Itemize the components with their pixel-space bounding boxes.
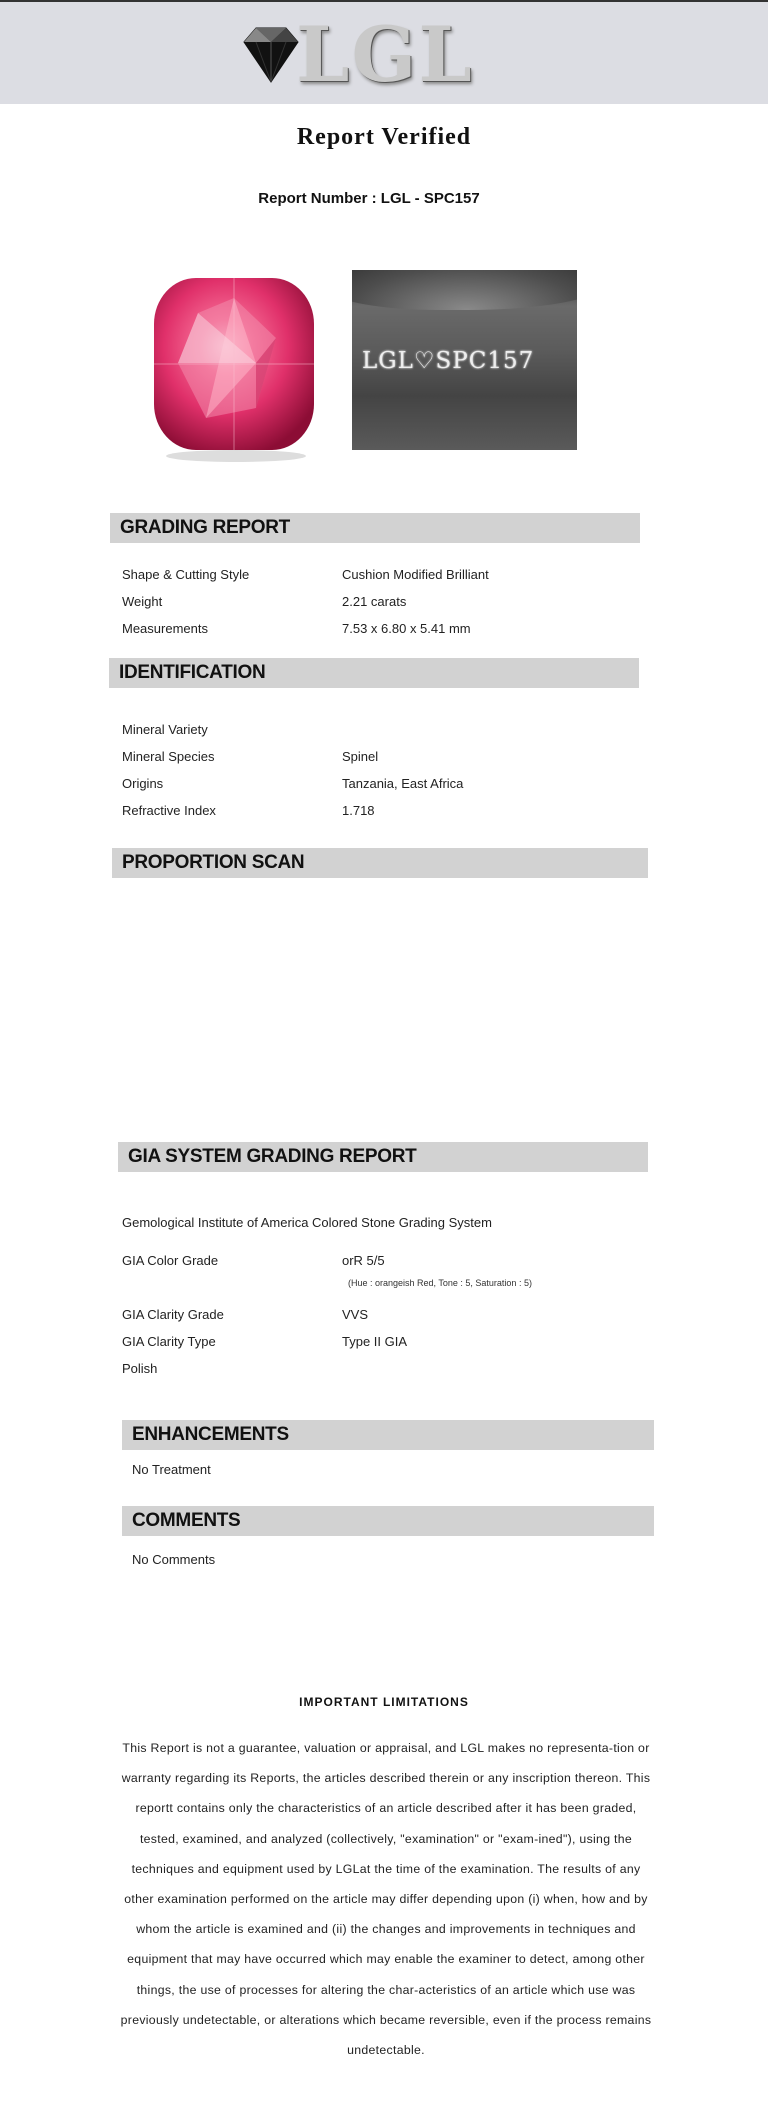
polish-label: Polish: [122, 1361, 158, 1376]
laser-inscription-photo: [352, 270, 577, 450]
report-number: Report Number : LGL - SPC157: [258, 190, 480, 207]
limitations-text: This Report is not a guarantee, valuation or appraisal, and LGL makes no representa-tion or warranty regarding its Reports, the articles described therein or any inscription thereon. This reportt contains only the characteristics of an article described after it has been graded, tested, examined, and analyzed (collectively, "examination" or "exam-ined"), using the techniques and equipment used by LGLat the time of the examination. The results of any other examination performed on the article may differ depending upon (i) when, how and by whom the article is examined and (ii) the changes and improvements in techniques and equipment that may have occurred which may enable the examiner to detect, among other things, the use of processes for altering the char-acteristics of an article which use was previously undetectable, or alterations which became reversible, even if the process remains undetectable.: [120, 1741, 652, 2058]
gia-clarity-type-value: Type II GIA: [342, 1334, 408, 1349]
shape-label: Shape & Cutting Style: [122, 567, 250, 582]
gemstone-photo: [136, 268, 326, 463]
gia-color-value: orR 5/5: [342, 1253, 385, 1268]
gia-system-name: Gemological Institute of America Colored Stone Grading System: [122, 1215, 492, 1230]
grading-report-heading: GRADING REPORT: [110, 513, 640, 543]
gia-color-label: GIA Color Grade: [122, 1253, 219, 1268]
comments-heading: COMMENTS: [122, 1506, 654, 1536]
weight-value: 2.21 carats: [342, 594, 407, 609]
origins-value: Tanzania, East Africa: [342, 776, 464, 791]
weight-label: Weight: [122, 594, 163, 609]
mineral-variety-label: Mineral Variety: [122, 722, 208, 737]
refractive-index-label: Refractive Index: [122, 803, 216, 818]
photo-highlight: [352, 270, 577, 310]
mineral-species-value: Spinel: [342, 749, 379, 764]
proportion-scan-heading: PROPORTION SCAN: [112, 848, 648, 878]
measurements-value: 7.53 x 6.80 x 5.41 mm: [342, 621, 471, 636]
enhancements-text: No Treatment: [132, 1462, 211, 1477]
identification-heading: IDENTIFICATION: [109, 658, 639, 688]
mineral-species-label: Mineral Species: [122, 749, 215, 764]
brand-name: LGL: [296, 10, 474, 99]
header-banner: [0, 2, 768, 104]
origins-label: Origins: [122, 776, 164, 791]
lgl-logo[interactable]: [236, 10, 486, 99]
gia-clarity-grade-label: GIA Clarity Grade: [122, 1307, 224, 1322]
gia-clarity-grade-value: VVS: [342, 1307, 369, 1322]
refractive-index-value: 1.718: [342, 803, 375, 818]
inscription-text: LGL♡SPC157: [362, 348, 535, 374]
gia-clarity-type-label: GIA Clarity Type: [122, 1334, 216, 1349]
enhancements-heading: ENHANCEMENTS: [122, 1420, 654, 1450]
shape-value: Cushion Modified Brilliant: [342, 567, 489, 582]
measurements-label: Measurements: [122, 621, 208, 636]
gia-color-note: (Hue : orangeish Red, Tone : 5, Saturation : 5): [348, 1278, 532, 1288]
page-title: Report Verified: [296, 124, 472, 150]
comments-text: No Comments: [132, 1552, 216, 1567]
gia-report-heading: GIA SYSTEM GRADING REPORT: [118, 1142, 648, 1172]
limitations-heading: IMPORTANT LIMITATIONS: [299, 1695, 469, 1709]
